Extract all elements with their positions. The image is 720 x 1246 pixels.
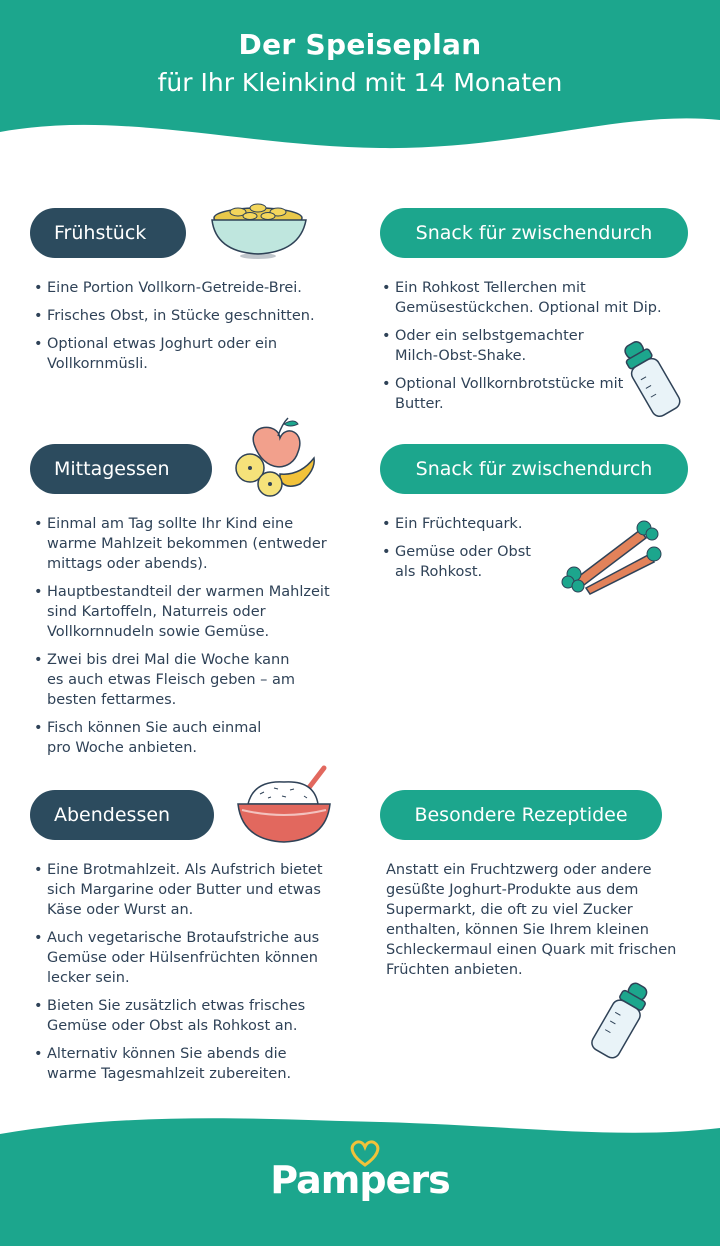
list-item: • Einmal am Tag sollte Ihr Kind eine warme Mahlzeit bekommen (entweder mittags oder abends).: [34, 514, 334, 574]
section-title-snack-2: Snack für zwischendurch: [380, 444, 688, 494]
pampers-logo: Pampers: [270, 1158, 450, 1202]
page-subtitle: für Ihr Kleinkind mit 14 Monaten: [157, 68, 563, 97]
list-item: • Ein Früchtequark.: [382, 514, 552, 534]
section-title-fruehstueck: Frühstück: [30, 208, 186, 258]
list-item: • Eine Brotmahlzeit. Als Aufstrich bietet sich Margarine oder Butter und etwas Käse oder Wurst an.: [34, 860, 344, 920]
list-item: • Fisch können Sie auch einmal pro Woche anbieten.: [34, 718, 277, 758]
list-item: • Gemüse oder Obst als Rohkost.: [382, 542, 545, 582]
page-title: Der Speiseplan: [238, 28, 482, 61]
list-mittagessen: [34, 514, 334, 766]
list-item: • Frisches Obst, in Stücke geschnitten.: [34, 306, 344, 326]
rice-bowl-icon: [234, 762, 334, 850]
list-fruehstueck: [34, 278, 344, 382]
fruit-icon: [230, 414, 320, 500]
carrot-icon: [556, 514, 666, 600]
list-item: • Zwei bis drei Mal die Woche kann es auch etwas Fleisch geben – am besten fettarmes.: [34, 650, 309, 710]
section-title-mittagessen: Mittagessen: [30, 444, 212, 494]
recipe-text: Anstatt ein Fruchtzwerg oder andere gesüßte Joghurt-Produkte aus dem Supermarkt, die oft zu viel Zucker enthalten, können Sie Ihrem kleinen Schleckermaul einen Quark mit frischen Früchten anbieten.: [386, 862, 677, 978]
list-item: • Alternativ können Sie abends die warme Tagesmahlzeit zubereiten.: [34, 1044, 327, 1084]
section-title-rezept: Besondere Rezeptidee: [380, 790, 662, 840]
list-item: • Hauptbestandteil der warmen Mahlzeit sind Kartoffeln, Naturreis oder Vollkornnudeln sowie Gemüse.: [34, 582, 334, 642]
list-item: • Eine Portion Vollkorn-Getreide-Brei.: [34, 278, 344, 298]
list-item: • Ein Rohkost Tellerchen mit Gemüsestückchen. Optional mit Dip.: [382, 278, 692, 318]
list-item: • Auch vegetarische Brotaufstriche aus Gemüse oder Hülsenfrüchten können lecker sein.: [34, 928, 344, 988]
milk-bottle-icon: [582, 976, 658, 1068]
list-item: • Bieten Sie zusätzlich etwas frisches Gemüse oder Obst als Rohkost an.: [34, 996, 337, 1036]
list-snack-2: [382, 514, 552, 590]
list-item: • Optional Vollkornbrotstücke mit Butter.: [382, 374, 625, 414]
section-title-snack-1: Snack für zwischendurch: [380, 208, 688, 258]
list-item: • Oder ein selbstgemachter Milch-Obst-Shake.: [382, 326, 625, 366]
cereal-bowl-icon: [208, 196, 312, 262]
list-abendessen: [34, 860, 344, 1092]
milk-bottle-icon: [618, 332, 694, 424]
list-item: • Optional etwas Joghurt oder ein Vollkornmüsli.: [34, 334, 344, 374]
section-title-abendessen: Abendessen: [30, 790, 214, 840]
